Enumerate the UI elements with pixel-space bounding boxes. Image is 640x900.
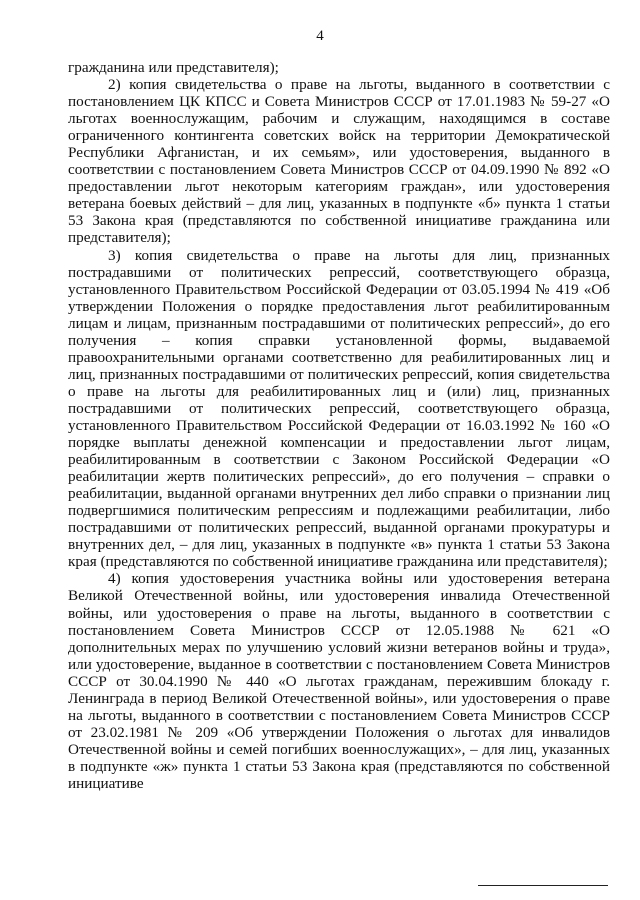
paragraph-item-4: 4) копия удостоверения участника войны или удостоверения ветерана Великой Отечественной войны, или удостоверения инвалида Отечественной войны, или удостоверения о праве на льготы, выданного в соответствии с постановлением Совета Министров СССР от 12.05.1988 № 621 «О дополнительных мерах по улучшению условий жизни ветеранов войны и труда», или удостоверение, выданное в соответствии с постановлением Совета Министров СССР от 30.04.1990 № 440 «О льготах гражданам, пережившим блокаду г. Ленинграда в период Великой Отечественной войны», или удостоверения о праве на льготы, выданного в соответствии с постановлением Совета Министров СССР от 23.02.1981 № 209 «Об утверждении Положения о льготах для инвалидов Отечественной войны и семей погибших военнослужащих», – для лиц, указанных в подпункте «ж» пункта 1 статьи 53 Закона края (представляются по собственной инициативе (68, 570, 610, 792)
paragraph-item-3: 3) копия свидетельства о праве на льготы для лиц, признанных пострадавшими от политических репрессий, соответствующего образца, установленного Правительством Российской Федерации от 03.05.1994 № 419 «Об утверждении Положения о порядке предоставления льгот реабилитированным лицам и лицам, признанным пострадавшими от политических репрессий», до его получения – копия справки установленной формы, выдаваемой правоохранительными органами соответственно для реабилитированных лиц и лиц, признанных пострадавшими от политических репрессий, копия свидетельства о праве на льготы для реабилитированных лиц и (или) лиц, признанных пострадавшими от политических репрессий, соответствующего образца, установленного Правительством Российской Федерации от 16.03.1992 № 160 «О порядке выплаты денежной компенсации и предоставлении льгот лицам, реабилитированным в соответствии с Законом Российской Федерации «О реабилитации жертв политических репрессий», до его получения – справки о реабилитации, выданной органами внутренних дел либо справки о признании лиц подвергшимися политическим репрессиям и подлежащими реабилитации, либо пострадавшими от политических репрессий, выданной органами прокуратуры и внутренних дел, – для лиц, указанных в подпункте «в» пункта 1 статьи 53 Закона края (представляются по собственной инициативе гражданина или представителя); (68, 246, 610, 571)
paragraph-continuation: гражданина или представителя); (68, 59, 279, 76)
paragraph-item-2: 2) копия свидетельства о праве на льготы, выданного в соответствии с постановлением ЦК КПСС и Совета Министров СССР от 17.01.1983 № 59-27 «О льготах военнослужащим, рабочим и служащим, находящимся в составе ограниченного контингента советских войск на территории Демократической Республики Афганистан, и их семьям», или удостоверения, выданного в соответствии с постановлением Совета Министров СССР от 04.09.1990 № 892 «О предоставлении льгот некоторым категориям граждан», или удостоверения ветерана боевых действий – для лиц, указанных в подпункте «б» пункта 1 статьи 53 Закона края (представляются по собственной инициативе гражданина или представителя); (68, 76, 610, 247)
footer-divider (478, 885, 608, 886)
document-body (68, 59, 610, 792)
page-number: 4 (316, 28, 324, 44)
